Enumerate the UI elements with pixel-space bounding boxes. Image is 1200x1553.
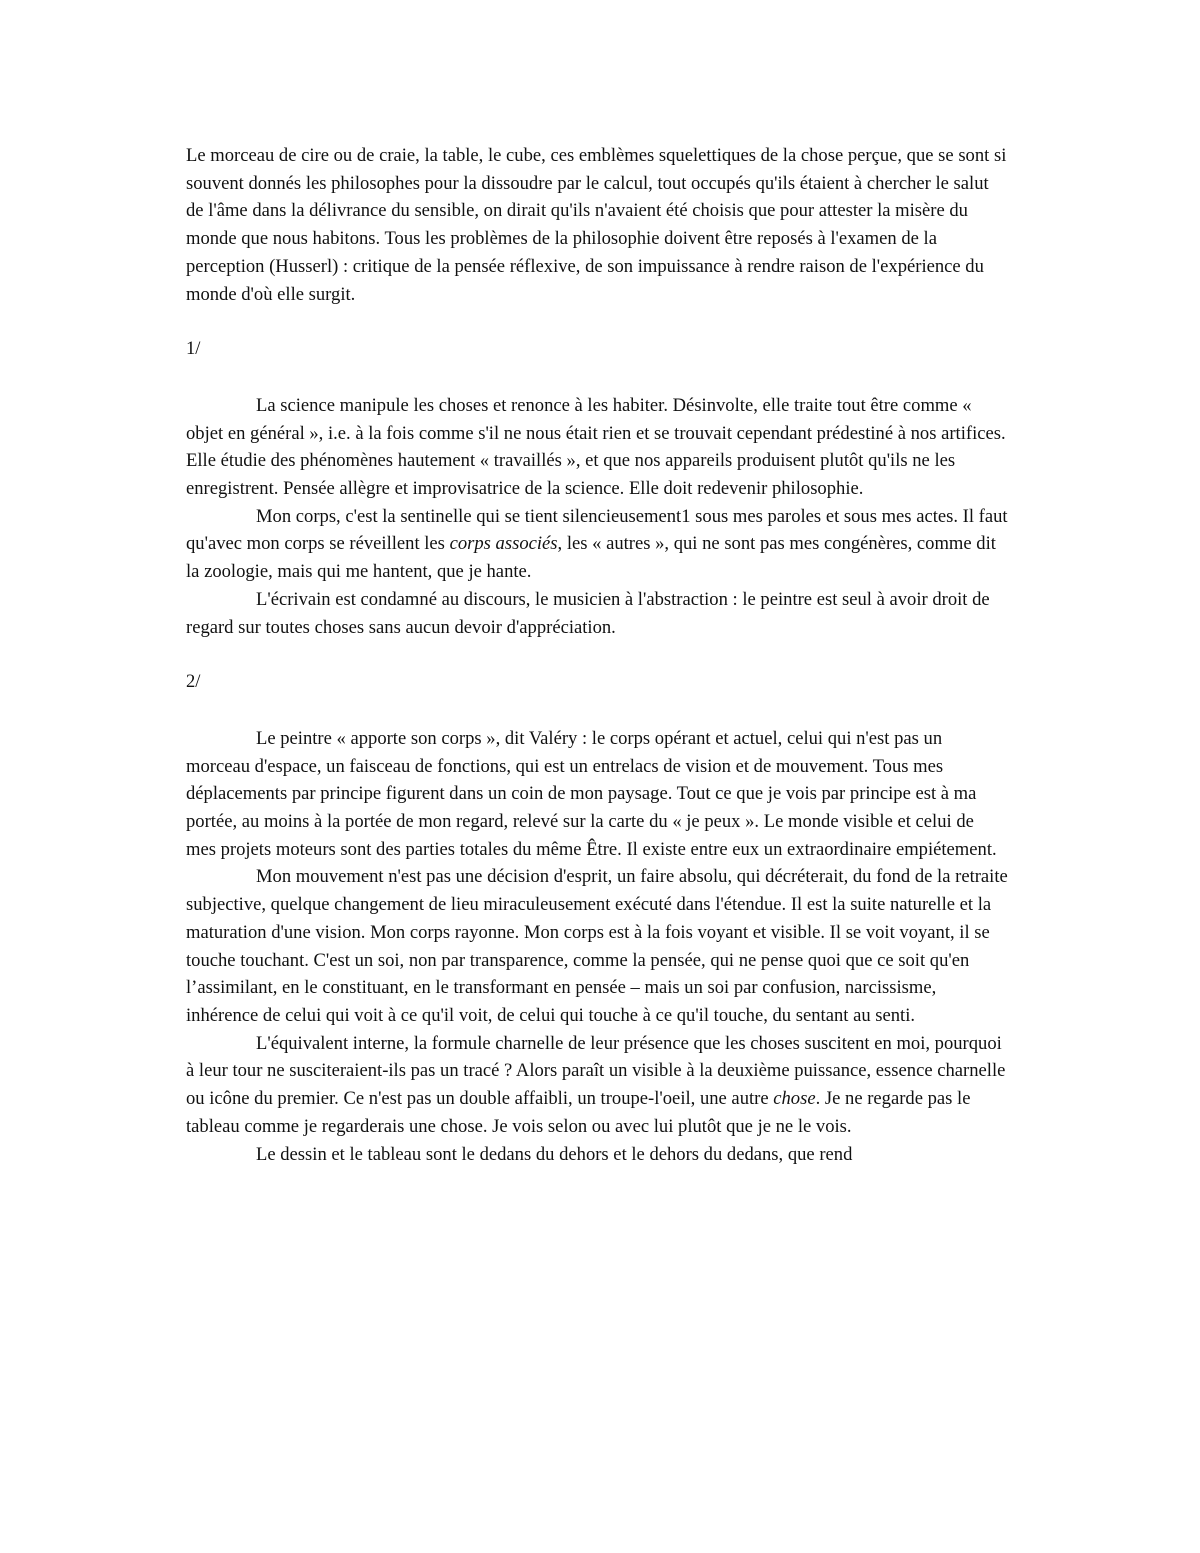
intro-paragraph: Le morceau de cire ou de craie, la table, le cube, ces emblèmes squelettiques de la chose perçue, que se sont si souvent donnés les philosophes pour la dissoudre par le calcul, tout occupés qu'ils étaient à chercher le salut de l'âme dans la délivrance du sensible, on dirait qu'ils n'avaient été choisis que pour attester la misère du monde que nous habitons. Tous les problèmes de la philosophie doivent être reposés à l'examen de la perception (Husserl) : critique de la pensée réflexive, de son impuissance à rendre raison de l'expérience du monde d'où elle surgit. <box>186 145 1007 305</box>
section-2-paragraph-3-italic: chose <box>773 1088 816 1110</box>
section-1-paragraph-2-start: Mon corps, c'est la sentinelle qui se tient silencieusement1 sous mes paroles et sous mes actes. Il faut qu'avec mon corps se réveillent les <box>186 505 1008 555</box>
section-1-paragraph-2-end: , les « autres », qui ne sont pas mes congénères, comme dit la zoologie, mais qui me hantent, que je hante. <box>186 533 996 583</box>
section-1-paragraph-3: L'écrivain est condamné au discours, le musicien à l'abstraction : le peintre est seul à avoir droit de regard sur toutes choses sans aucun devoir d'appréciation. <box>186 588 990 638</box>
section-1-label: 1/ <box>186 338 201 360</box>
section-1-paragraph-2-italic: corps associés <box>449 533 558 555</box>
section-1-paragraph-1: La science manipule les choses et renonce à les habiter. Désinvolte, elle traite tout être comme « objet en général », i.e. à la fois comme s'il ne nous était rien et se trouvait cependant prédestiné à nos artifices. Elle étudie des phénomènes hautement « travaillés », et que nos appareils produisent plutôt qu'ils ne les enregistrent. Pensée allègre et improvisatrice de la science. Elle doit redevenir philosophie. <box>186 394 1006 500</box>
section-2-paragraph-2: Mon mouvement n'est pas une décision d'esprit, un faire absolu, qui décréterait, du fond de la retraite subjective, quelque changement de lieu miraculeusement exécuté dans l'étendue. Il est la suite naturelle et la maturation d'une vision. Mon corps rayonne. Mon corps est à la fois voyant et visible. Il se voit voyant, il se touche touchant. C'est un soi, non par transparence, comme la pensée, qui ne pense quoi que ce soit qu'en l’assimilant, en le constituant, en le transformant en pensée – mais un soi par confusion, narcissisme, inhérence de celui qui voit à ce qu'il voit, de celui qui touche à ce qu'il touche, du sentant au senti. <box>186 866 1008 1026</box>
section-2-paragraph-4: Le dessin et le tableau sont le dedans du dehors et le dehors du dedans, que rend <box>256 1143 853 1165</box>
document-page <box>186 142 1008 1168</box>
section-2-label: 2/ <box>186 671 201 693</box>
section-1-paragraph-2 <box>186 503 1008 586</box>
section-2-paragraph-3 <box>186 1030 1008 1141</box>
section-2-paragraph-3-end: . Je ne regarde pas le tableau comme je regarderais une chose. Je vois selon ou avec lui plutôt que je ne le vois. <box>186 1088 971 1137</box>
section-2-paragraph-1: Le peintre « apporte son corps », dit Valéry : le corps opérant et actuel, celui qui n'est pas un morceau d'espace, un faisceau de fonctions, qui est un entrelacs de vision et de mouvement. Tous mes déplacements par principe figurent dans un coin de mon paysage. Tout ce que je vois par principe est à ma portée, au moins à la portée de mon regard, relevé sur la carte du « je peux ». Le monde visible et celui de mes projets moteurs sont des parties totales du même Être. Il existe entre eux un extraordinaire empiétement. <box>186 727 997 860</box>
section-2-paragraph-3-start: L'équivalent interne, la formule charnelle de leur présence que les choses suscitent en moi, pourquoi à leur tour ne susciteraient-ils pas un tracé ? Alors paraît un visible à la deuxième puissance, essence charnelle ou icône du premier. Ce n'est pas un double affaibli, un troupe-l'oeil, une autre <box>186 1032 1006 1110</box>
